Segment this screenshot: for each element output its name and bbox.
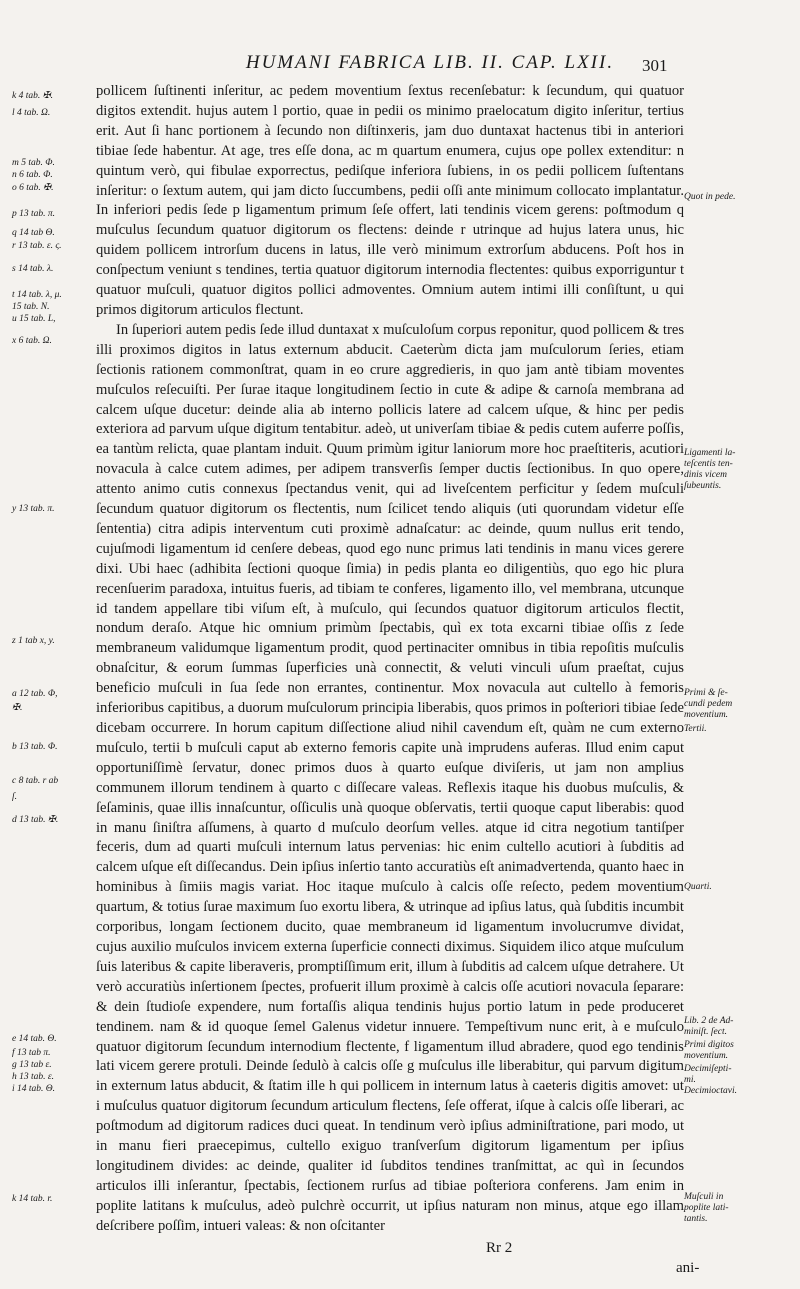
margin-note: Decimiſepti- [684,1064,732,1074]
margin-note: ſubeuntis. [684,481,722,491]
margin-ref: f 13 tab π. [12,1048,51,1058]
margin-ref: s 14 tab. λ. [12,264,54,274]
margin-note: Primi & ſe- [684,688,728,698]
margin-ref: t 14 tab. λ, μ. [12,290,62,300]
signature-mark: Rr 2 [486,1240,513,1256]
margin-ref: c 8 tab. r ab [12,776,59,786]
margin-note: dinis vicem [684,470,728,480]
margin-ref: k 4 tab. ✠. [12,91,53,101]
margin-ref: o 6 tab. ✠. [12,183,54,193]
paragraph: pollicem ſuſtinenti inſeritur, ac pedem moventium ſextus recenſebatur: k ſecundum, qui quatuor digitos extendit. hujus autem l portio, quae in pedii os minimo praelocatum digito inſeritur, tertius erit. Aut ſi hanc portionem à ſecundo non diſtinxeris, jam duo duntaxat hactenus tibi in anteriori tibiae ſede habentur. At age, tres eſſe dona, ac m quartum enumera, cujus ope pollex extenditur: n quintum verò, qui fibulae exporrectus, pediſque inferiora ſubiens, in os pedii pollicem ſuſtentans inſeritur: o ſextum autem, qui jam dicto ſuccumbens, pedii oſſi ante minimum collocato implantatur. In inferiori pedis ſede p ligamentum primum ſeſe offert, lati tendinis vicem gerens: poſtmodum q muſculus ſecundum quatuor digitorum os flectens: deinde r utrinque ad hujus latera unus, hic quidem pollicem introrſum ducens in latus, ille verò minimum extrorſum abducens. Poſt hos in conſpectum veniunt s tendines, tertia quatuor digitorum internodia flectentes: quibus exporriguntur t quatuor muſculi, quatuor digitos pollici admoventes. Omnium autem intimi illi conſiſtunt, u qui primos digitorum articulos flectunt. [96,83,684,318]
margin-ref: y 13 tab. π. [12,504,55,514]
margin-note: poplite lati- [684,1203,729,1213]
margin-ref: i 14 tab. Θ. [12,1084,56,1094]
page-number: 301 [642,56,668,75]
margin-note: moventium. [684,1051,729,1061]
margin-ref: h 13 tab. ε. [12,1072,55,1082]
margin-note: tantis. [684,1214,708,1224]
margin-note: Decimioctavi. [684,1086,738,1096]
margin-ref: a 12 tab. Φ, [12,689,58,699]
margin-ref: u 15 tab. L, [12,314,56,324]
margin-note: Tertii. [684,724,707,734]
margin-ref: ſ. [12,792,18,802]
margin-ref: x 6 tab. Ω. [12,336,52,346]
margin-ref: m 5 tab. Φ. [12,158,55,168]
margin-note: miniſt. ſect. [684,1027,728,1037]
margin-note: Lib. 2 de Ad- [684,1016,734,1026]
margin-note: Quarti. [684,882,712,892]
margin-note: Ligamenti la- [684,448,736,458]
margin-ref: k 14 tab. r. [12,1194,53,1204]
margin-ref: z 1 tab x, y. [12,636,55,646]
margin-ref: l 4 tab. Ω. [12,108,51,118]
margin-ref: g 13 tab ε. [12,1060,52,1070]
running-title: HUMANI FABRICA LIB. II. CAP. LXII. [245,52,615,73]
margin-ref: d 13 tab. ✠. [12,815,59,825]
margin-note: mi. [684,1075,696,1085]
margin-note: cundi pedem [684,699,733,709]
margin-note: Primi digitos [684,1040,734,1050]
margin-ref: r 13 tab. ε. ς. [12,241,62,251]
margin-ref: ✠. [12,703,23,713]
catchword: ani- [676,1260,700,1276]
margin-note: Muſculi in [684,1192,724,1202]
margin-ref: q 14 tab Θ. [12,228,55,238]
margin-ref: e 14 tab. Θ. [12,1034,57,1044]
margin-ref: n 6 tab. Φ. [12,170,53,180]
main-text [96,82,684,1237]
margin-note: moventium. [684,710,729,720]
margin-note: teſcentis ten- [684,459,733,469]
paragraph: In ſuperiori autem pedis ſede illud duntaxat x muſculoſum corpus reponitur, quod pollicem & tres illi proximos digitos in latus externum abducit. Caeterùm dicta jam muſculorum ſeries, etiam ſectionis rationem commonſtrat, quam in eo crure aggredieris, in quo jam antè tibiam moventes muſculos reſecuiſti. Per ſurae itaque longitudinem ſectio in cute & adipe & carnoſa membrana ad calcem uſque ducetur: deinde alia ab interno pollicis latere ad calcem uſque, & hinc per pedis exteriora ad parvum uſque digitum tentabitur. adeò, ut univerſam tibiae & pedis cutem auferre poſſis, ea tantùm relicta, quae plantam induit. Quum primùm igitur laniorum more hoc praeſtiteris, acutiori novacula à calce cutem adimes, per adipem transverſis ſemper ductis ſectionibus. In quo opere, attento animo cutis connexus ſpectandus venit, qui ad liveſcentem perficitur y ſedem muſculi ſecundum quatuor digitorum os flectentis, num ſcilicet tendo aliquis (uti quorundam videtur eſſe ſententia) citra adipis interventum cuti proximè adnaſcatur: ac deinde, quum nullus erit tendo, cujuſmodi ligamentum id cenſere debeas, quod ego nunc primus lati tendinis in manu vices gerere dixi. Ubi haec (adhibita ſectioni quoque ſimia) in pedis planta eo diligentiùs, quo ego hic plura recenſuerim paradoxa, intuitus fueris, ad tibiam te conferes, ligamento illo, vel membrana, utcunque id tandem appellare tibi viſum eſt, à muſculo, qui ſecundos quatuor digitorum articulos flectit, nondum deraſo. Atque hic omnium primùm ſpectabis, quì ex tota excarni tibiae oſſis z ſede membraneum validumque ligamentum prodit, quod pertinaciter omnibus in tibia repoſitis muſculis obnaſcitur, & eorum ſummas ſuperficies unà connectit, & veluti vinculi uſum praeſtat, cujus beneficio muſculi in ſua ſede non errantes, continentur. Mox novacula aut cultello à femoris inferioribus capitibus, a duorum muſculorum principia liberabis, quos primos in poſteriori tibiae ſede dicebam occurrere. In horum capitum diſſectione aliud nihil cavendum eſt, quàm ne cum externo muſculo, tertii b muſculi caput ab externo femoris capite unà imprudens auferas. Illud enim caput opportuniſſimè ſervatur, donec primos duos à quarto euſque diviſeris, ut jam non amplius communem illorum tendinem à quarto c diſſecare valeas. Reflexis itaque his duobus muſculis, & ſeſaminis, quae illis innaſcuntur, oſſiculis unà quoque obſervatis, tertii quoque caput liberabis: quod in manu ſiniſtra aſſumens, à quarto d muſculo deorſum velles. atque id citra negotium tantiſper feceris, dum ad quarti muſculi internum latus pervenias: hic enim cultello acutiori à ſubditis ad calcem uſque eſt diſſecandus. Dein ipſius inſertio tanto accuratiùs eſt animadvertenda, quanto haec in hominibus à ſimiis magis variat. Hoc itaque muſculo à calcis oſſe reſecto, pedem moventium quartum, & totius ſurae maximum ſuo exortu libera, & utrinque ad ipſius latus, quà ſubditis incumbit corporibus, longam ſectionem ducito, quae membraneum id ligamentum involucrumve dividat, cujus auxilio muſculos invicem externa ſuperficie connecti diximus. Siquidem ilico atque muſculum ſuis lateribus & capite liberaveris, promptiſſimum erit, illum à ſubditis ad calcem uſque detrahere. Ut verò accuratiùs inſertionem ſpectes, profuerit illum proximè à calcis oſſe acutiori novacula ſeparare: & dein ſtudioſe expendere, num fortaſſis aliqua tendinis hujus portio latum in pede produceret tendinem. nam & id quoque ſemel Galenus videtur innuere. Tempeſtivum nunc erit, à e muſculo quatuor digitorum ſecundum internodium flectente, f ligamentum illud abradere, quod ego tendinis lati vicem gerere protuli. Deinde ſedulò à calcis oſſe g muſculus ille liberabitur, qui parvum digitum in externum latus abducit, & ſtatim ille h qui pollicem in internum latus à caeteris digitis amovet: ut i muſculus quatuor digitorum ſecundum articulum flectens, ſeſe offerat, iſque à calcis oſſe liberari, ac poſtmodum ad digitorum radices duci queat. In tendinum verò ipſius adminiſtratione, pari modo, ut in manu fieri praecepimus, cultello exiguo tranſverſum digitorum ligamentum per ipſius longitudinem divides: ac deinde, qualiter id ſubditos tendines tranſmittat, ac quì in ſecundos articulos illi inſerantur, ſpectabis, ſectionem rurſus ad tibiae poſteriora conferens. Jam enim in poplite latitans k muſculus, adeò pulchrè occurrit, ut ipſius naturam non minus, atque ego illam deſcribere poſſim, intueri valeas: & non oſcitanter [96,321,684,1234]
margin-ref: 15 tab. N. [12,302,50,312]
margin-ref: p 13 tab. π. [12,209,56,219]
margin-ref: b 13 tab. Φ. [12,742,58,752]
margin-note: Quot in pede. [684,192,736,202]
